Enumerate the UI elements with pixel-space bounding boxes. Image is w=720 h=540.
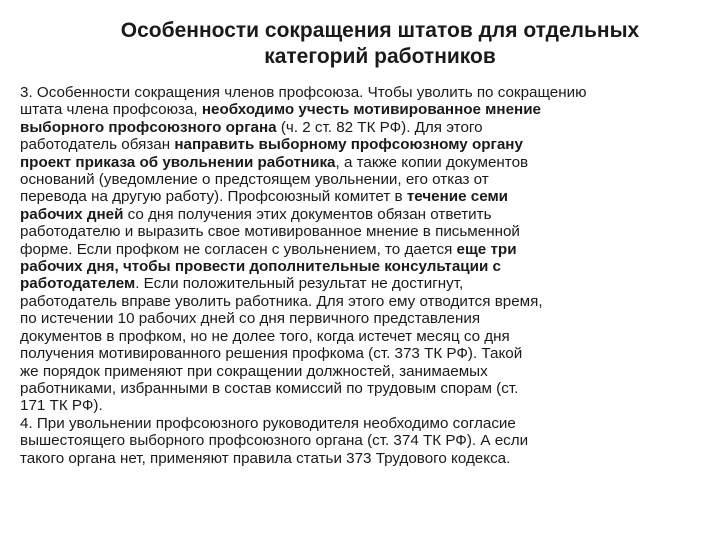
text-run: , а также копии документов — [335, 153, 529, 171]
text-line — [20, 414, 710, 432]
text-run: работодатель вправе уволить работника. Для этого ему отводится время, — [20, 292, 543, 310]
bold-text-run: выборного профсоюзного органа — [20, 118, 277, 136]
text-run: со дня получения этих документов обязан ответить — [123, 205, 492, 223]
text-run: по истечении 10 рабочих дней со дня первичного представления — [20, 310, 481, 328]
slide-title — [40, 18, 720, 70]
text-run: же порядок применяют при сокращении должностей, занимаемых — [20, 362, 488, 380]
paragraph-item-3 — [20, 84, 710, 415]
text-line — [20, 136, 710, 154]
text-run: вышестоящего выборного профсоюзного органа (ст. 374 ТК РФ). А если — [20, 432, 529, 450]
paragraph-item-4 — [20, 415, 710, 467]
bold-text-run: проект приказа об увольнении работника — [20, 153, 336, 171]
bold-text-run: необходимо учесть мотивированное мнение — [201, 101, 541, 119]
bold-text-run: работодателем — [20, 275, 136, 293]
bold-text-run: направить выборному профсоюзному органу — [174, 136, 523, 154]
text-line — [20, 84, 710, 101]
text-line — [20, 101, 710, 119]
text-line — [20, 292, 710, 310]
text-run: работодатель обязан — [20, 136, 175, 154]
text-line — [20, 153, 710, 171]
text-line — [20, 379, 710, 397]
slide-title-line: категорий работников — [264, 45, 496, 68]
text-line — [20, 310, 710, 328]
text-run: документов в профком, но не долее того, когда истечет месяц со дня — [20, 327, 510, 345]
text-run: получения мотивированного решения профкома (ст. 373 ТК РФ). Такой — [20, 345, 523, 363]
text-run: (ч. 2 ст. 82 ТК РФ). Для этого — [276, 118, 483, 136]
text-run: работниками, избранными в состав комиссий по трудовым спорам (ст. — [20, 379, 519, 397]
bold-text-run: рабочих дня, чтобы провести дополнительные консультации с — [20, 258, 501, 276]
bold-text-run: рабочих дней — [20, 205, 124, 223]
text-run: . Если положительный результат не достигнут, — [135, 275, 464, 293]
bold-text-run: еще три — [456, 240, 517, 258]
text-line — [20, 118, 710, 136]
text-run: работодателю и выразить свое мотивированное мнение в письменной — [20, 223, 520, 241]
text-run: 3. Особенности сокращения членов профсоюза. Чтобы уволить по сокращению — [20, 84, 587, 101]
text-run: штата члена профсоюза, — [20, 101, 202, 119]
text-line — [20, 327, 710, 345]
text-line — [20, 223, 710, 241]
text-run: 4. При увольнении профсоюзного руководителя необходимо согласие — [20, 414, 516, 432]
text-line — [20, 171, 710, 189]
text-line — [20, 397, 710, 415]
text-line — [20, 345, 710, 363]
text-line — [20, 432, 710, 450]
text-run: форме. Если профком не согласен с увольнением, то дается — [20, 240, 457, 258]
text-run: перевода на другую работу). Профсоюзный комитет в — [20, 188, 407, 206]
slide-body — [20, 84, 710, 467]
slide-title-line: Особенности сокращения штатов для отдельных — [120, 19, 640, 42]
text-line — [20, 188, 710, 206]
text-line — [20, 240, 710, 258]
text-run: такого органа нет, применяют правила статьи 373 Трудового кодекса. — [20, 449, 511, 467]
text-run: 171 ТК РФ). — [20, 397, 103, 415]
text-line — [20, 275, 710, 293]
text-line — [20, 258, 710, 276]
text-line — [20, 362, 710, 380]
text-run: оснований (уведомление о предстоящем увольнении, его отказ от — [20, 171, 489, 189]
text-line — [20, 205, 710, 223]
bold-text-run: течение семи — [406, 188, 509, 206]
text-line — [20, 449, 710, 467]
